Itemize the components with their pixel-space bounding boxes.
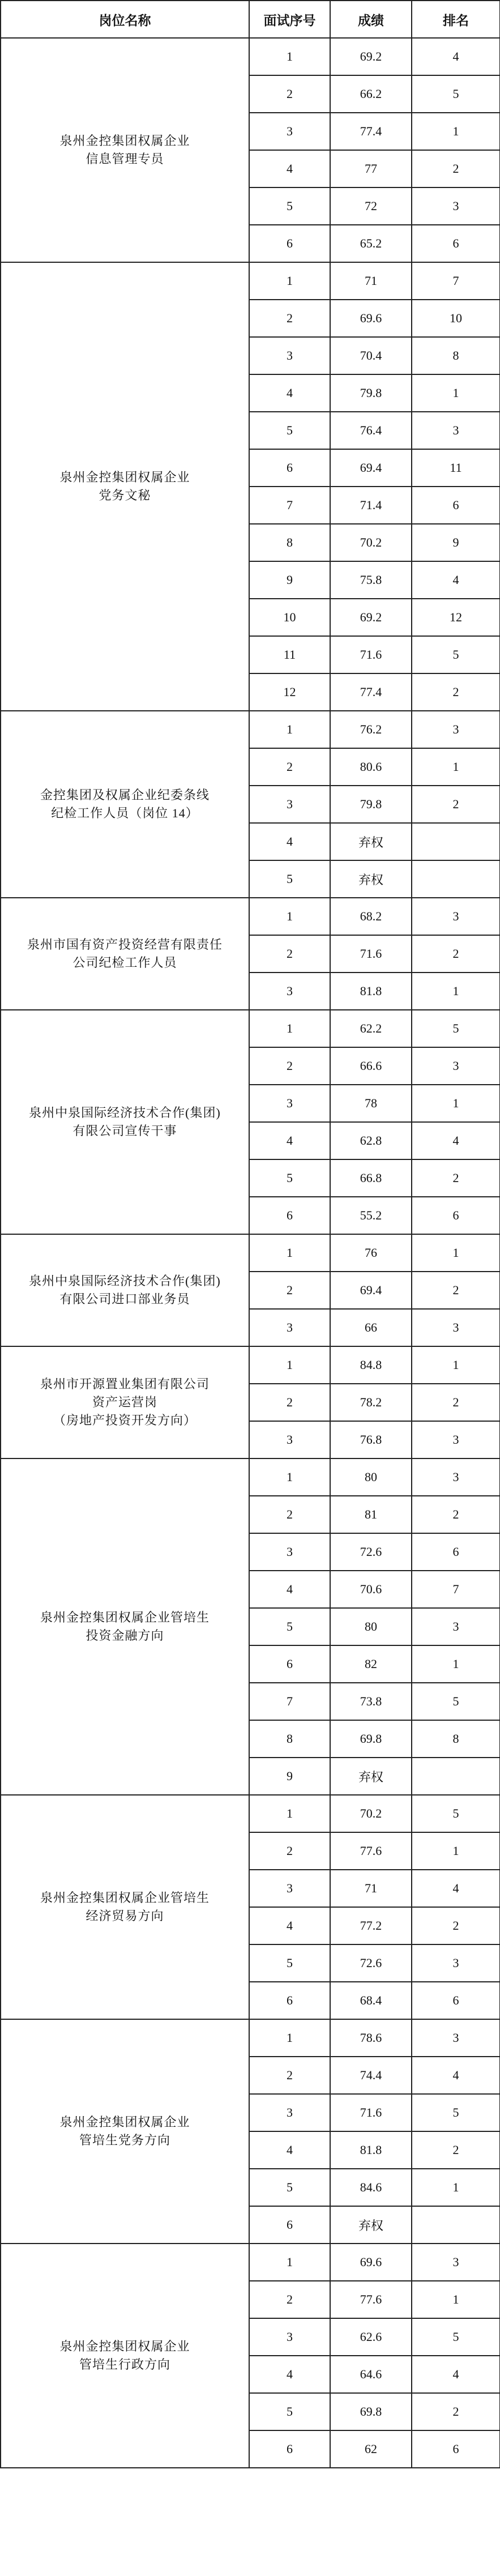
rank-cell: 1 [412, 374, 500, 412]
interview-seq-cell: 4 [249, 823, 330, 860]
score-cell: 77.4 [330, 673, 412, 711]
rank-cell: 3 [412, 1944, 500, 1982]
rank-cell: 6 [412, 1533, 500, 1571]
interview-seq-cell: 3 [249, 786, 330, 823]
score-cell: 55.2 [330, 1197, 412, 1234]
interview-seq-cell: 2 [249, 300, 330, 337]
score-cell: 71.6 [330, 2094, 412, 2131]
position-name-cell: 泉州金控集团权属企业 管培生党务方向 [1, 2019, 249, 2244]
rank-cell: 10 [412, 300, 500, 337]
rank-cell: 1 [412, 973, 500, 1010]
table-row [1, 898, 500, 935]
interview-seq-cell: 2 [249, 1047, 330, 1085]
interview-seq-cell: 3 [249, 1085, 330, 1122]
rank-cell: 8 [412, 337, 500, 374]
interview-seq-cell: 3 [249, 2094, 330, 2131]
score-cell: 69.6 [330, 2244, 412, 2281]
interview-seq-cell: 6 [249, 1197, 330, 1234]
rank-cell [412, 2206, 500, 2244]
score-cell: 80 [330, 1458, 412, 1496]
interview-seq-cell: 2 [249, 2057, 330, 2094]
rank-cell: 1 [412, 748, 500, 786]
rank-cell: 2 [412, 673, 500, 711]
rank-cell: 11 [412, 449, 500, 487]
interview-seq-cell: 2 [249, 75, 330, 113]
interview-seq-cell: 3 [249, 1421, 330, 1458]
rank-cell: 8 [412, 1720, 500, 1758]
rank-cell: 3 [412, 1458, 500, 1496]
interview-seq-cell: 3 [249, 1533, 330, 1571]
interview-seq-cell: 4 [249, 2131, 330, 2169]
rank-cell: 6 [412, 1197, 500, 1234]
table-header [1, 1, 500, 38]
interview-seq-cell: 6 [249, 2430, 330, 2468]
interview-seq-cell: 8 [249, 1720, 330, 1758]
score-cell: 弃权 [330, 2206, 412, 2244]
interview-seq-cell: 3 [249, 1870, 330, 1907]
score-cell: 66.2 [330, 75, 412, 113]
position-name-cell: 泉州金控集团权属企业 管培生行政方向 [1, 2244, 249, 2468]
interview-seq-cell: 2 [249, 2281, 330, 2318]
rank-cell: 12 [412, 599, 500, 636]
rank-cell: 2 [412, 1384, 500, 1421]
score-cell: 77.6 [330, 2281, 412, 2318]
score-cell: 81.8 [330, 2131, 412, 2169]
rank-cell: 2 [412, 786, 500, 823]
score-cell: 79.8 [330, 786, 412, 823]
header-rank: 排名 [412, 1, 500, 38]
score-cell: 78.2 [330, 1384, 412, 1421]
table-row [1, 711, 500, 748]
rank-cell: 2 [412, 1496, 500, 1533]
score-cell: 65.2 [330, 225, 412, 262]
interview-seq-cell: 5 [249, 2169, 330, 2206]
interview-seq-cell: 12 [249, 673, 330, 711]
position-name-cell: 泉州市开源置业集团有限公司 资产运营岗 （房地产投资开发方向） [1, 1346, 249, 1458]
score-cell: 72 [330, 187, 412, 225]
interview-seq-cell: 2 [249, 1496, 330, 1533]
rank-cell: 3 [412, 711, 500, 748]
interview-seq-cell: 2 [249, 1272, 330, 1309]
score-cell: 74.4 [330, 2057, 412, 2094]
score-cell: 71 [330, 262, 412, 300]
score-cell: 78 [330, 1085, 412, 1122]
rank-cell: 2 [412, 2393, 500, 2430]
score-cell: 弃权 [330, 1758, 412, 1795]
rank-cell: 5 [412, 75, 500, 113]
score-cell: 80.6 [330, 748, 412, 786]
rank-cell: 1 [412, 2281, 500, 2318]
interview-seq-cell: 4 [249, 374, 330, 412]
score-cell: 69.8 [330, 1720, 412, 1758]
score-cell: 71 [330, 1870, 412, 1907]
rank-cell: 3 [412, 1608, 500, 1645]
table-row [1, 2019, 500, 2057]
position-name-cell: 泉州金控集团权属企业管培生 经济贸易方向 [1, 1795, 249, 2019]
rank-cell: 5 [412, 1795, 500, 1832]
rank-cell [412, 1758, 500, 1795]
score-cell: 71.6 [330, 636, 412, 673]
interview-seq-cell: 1 [249, 711, 330, 748]
rank-cell: 6 [412, 2430, 500, 2468]
interview-seq-cell: 5 [249, 187, 330, 225]
rank-cell: 1 [412, 1234, 500, 1272]
interview-seq-cell: 4 [249, 1907, 330, 1944]
score-cell: 71.6 [330, 935, 412, 973]
score-cell: 77.4 [330, 113, 412, 150]
interview-seq-cell: 6 [249, 2206, 330, 2244]
rank-cell: 5 [412, 2094, 500, 2131]
interview-seq-cell: 1 [249, 2244, 330, 2281]
interview-seq-cell: 5 [249, 860, 330, 898]
interview-seq-cell: 7 [249, 1683, 330, 1720]
table-row [1, 1795, 500, 1832]
rank-cell: 1 [412, 1346, 500, 1384]
header-position: 岗位名称 [1, 1, 249, 38]
rank-cell: 2 [412, 150, 500, 187]
score-cell: 72.6 [330, 1944, 412, 1982]
interview-seq-cell: 9 [249, 1758, 330, 1795]
position-name-cell: 泉州中泉国际经济技术合作(集团) 有限公司进口部业务员 [1, 1234, 249, 1346]
interview-seq-cell: 1 [249, 262, 330, 300]
rank-cell: 3 [412, 898, 500, 935]
score-cell: 69.4 [330, 1272, 412, 1309]
interview-seq-cell: 6 [249, 225, 330, 262]
rank-cell: 4 [412, 38, 500, 75]
score-cell: 76.4 [330, 412, 412, 449]
rank-cell: 5 [412, 2318, 500, 2356]
score-cell: 66.8 [330, 1159, 412, 1197]
interview-seq-cell: 1 [249, 1458, 330, 1496]
score-cell: 81.8 [330, 973, 412, 1010]
score-cell: 77 [330, 150, 412, 187]
rank-cell: 3 [412, 1047, 500, 1085]
score-cell: 69.8 [330, 2393, 412, 2430]
header-seq: 面试序号 [249, 1, 330, 38]
score-cell: 69.4 [330, 449, 412, 487]
position-name-cell: 泉州金控集团权属企业 党务文秘 [1, 262, 249, 711]
table-row [1, 1234, 500, 1272]
rank-cell: 2 [412, 2131, 500, 2169]
rank-cell: 3 [412, 2019, 500, 2057]
interview-seq-cell: 1 [249, 898, 330, 935]
score-cell: 70.2 [330, 524, 412, 561]
rank-cell: 2 [412, 1159, 500, 1197]
score-cell: 70.6 [330, 1571, 412, 1608]
score-cell: 62 [330, 2430, 412, 2468]
score-cell: 77.6 [330, 1832, 412, 1870]
score-cell: 62.8 [330, 1122, 412, 1159]
interview-seq-cell: 4 [249, 1571, 330, 1608]
interview-seq-cell: 1 [249, 1010, 330, 1047]
score-cell: 弃权 [330, 823, 412, 860]
rank-cell: 6 [412, 225, 500, 262]
score-cell: 70.4 [330, 337, 412, 374]
position-name-cell: 泉州市国有资产投资经营有限责任 公司纪检工作人员 [1, 898, 249, 1010]
rank-cell: 1 [412, 1645, 500, 1683]
rank-cell: 3 [412, 1309, 500, 1346]
rank-cell: 2 [412, 1272, 500, 1309]
rank-cell: 5 [412, 1010, 500, 1047]
rank-cell: 2 [412, 1907, 500, 1944]
interview-seq-cell: 2 [249, 1384, 330, 1421]
score-cell: 79.8 [330, 374, 412, 412]
interview-seq-cell: 6 [249, 1645, 330, 1683]
interview-seq-cell: 2 [249, 1832, 330, 1870]
score-cell: 73.8 [330, 1683, 412, 1720]
table-row [1, 2244, 500, 2281]
score-cell: 84.8 [330, 1346, 412, 1384]
rank-cell: 6 [412, 487, 500, 524]
interview-seq-cell: 3 [249, 2318, 330, 2356]
interview-seq-cell: 11 [249, 636, 330, 673]
interview-seq-cell: 1 [249, 38, 330, 75]
rank-cell: 7 [412, 1571, 500, 1608]
interview-seq-cell: 3 [249, 1309, 330, 1346]
score-cell: 80 [330, 1608, 412, 1645]
score-cell: 66.6 [330, 1047, 412, 1085]
table-row [1, 262, 500, 300]
rank-cell: 2 [412, 935, 500, 973]
interview-seq-cell: 5 [249, 1608, 330, 1645]
interview-seq-cell: 9 [249, 561, 330, 599]
score-cell: 77.2 [330, 1907, 412, 1944]
interview-seq-cell: 2 [249, 748, 330, 786]
position-name-cell: 泉州金控集团权属企业管培生 投资金融方向 [1, 1458, 249, 1795]
position-name-cell: 金控集团及权属企业纪委条线 纪检工作人员（岗位 14） [1, 711, 249, 898]
interview-seq-cell: 5 [249, 412, 330, 449]
rank-cell: 7 [412, 262, 500, 300]
table-row [1, 38, 500, 75]
interview-seq-cell: 5 [249, 2393, 330, 2430]
rank-cell: 1 [412, 1085, 500, 1122]
rank-cell: 3 [412, 2244, 500, 2281]
score-cell: 76.2 [330, 711, 412, 748]
score-cell: 71.4 [330, 487, 412, 524]
rank-cell: 4 [412, 1870, 500, 1907]
interview-seq-cell: 2 [249, 935, 330, 973]
interview-seq-cell: 1 [249, 1346, 330, 1384]
interview-seq-cell: 4 [249, 150, 330, 187]
rank-cell: 4 [412, 1122, 500, 1159]
score-cell: 69.6 [330, 300, 412, 337]
table-row [1, 1458, 500, 1496]
table-body [1, 38, 500, 2468]
score-cell: 69.2 [330, 599, 412, 636]
score-cell: 69.2 [330, 38, 412, 75]
score-cell: 68.2 [330, 898, 412, 935]
interview-seq-cell: 6 [249, 1982, 330, 2019]
rank-cell: 9 [412, 524, 500, 561]
interview-seq-cell: 4 [249, 1122, 330, 1159]
score-cell: 84.6 [330, 2169, 412, 2206]
rank-cell: 6 [412, 1982, 500, 2019]
interview-seq-cell: 5 [249, 1944, 330, 1982]
rank-cell: 5 [412, 636, 500, 673]
interview-seq-cell: 3 [249, 113, 330, 150]
score-cell: 弃权 [330, 860, 412, 898]
interview-seq-cell: 3 [249, 337, 330, 374]
interview-seq-cell: 1 [249, 2019, 330, 2057]
rank-cell: 5 [412, 1683, 500, 1720]
interview-seq-cell: 1 [249, 1795, 330, 1832]
score-cell: 78.6 [330, 2019, 412, 2057]
score-cell: 64.6 [330, 2356, 412, 2393]
header-score: 成绩 [330, 1, 412, 38]
score-cell: 75.8 [330, 561, 412, 599]
score-cell: 68.4 [330, 1982, 412, 2019]
score-cell: 62.2 [330, 1010, 412, 1047]
position-name-cell: 泉州金控集团权属企业 信息管理专员 [1, 38, 249, 262]
header-row [1, 1, 500, 38]
rank-cell: 4 [412, 2057, 500, 2094]
interview-seq-cell: 4 [249, 2356, 330, 2393]
interview-seq-cell: 7 [249, 487, 330, 524]
rank-cell: 1 [412, 113, 500, 150]
score-cell: 76 [330, 1234, 412, 1272]
rank-cell: 1 [412, 2169, 500, 2206]
score-cell: 62.6 [330, 2318, 412, 2356]
score-cell: 72.6 [330, 1533, 412, 1571]
rank-cell: 3 [412, 1421, 500, 1458]
position-name-cell: 泉州中泉国际经济技术合作(集团) 有限公司宣传干事 [1, 1010, 249, 1234]
rank-cell: 3 [412, 412, 500, 449]
rank-cell: 3 [412, 187, 500, 225]
interview-seq-cell: 8 [249, 524, 330, 561]
rank-cell: 4 [412, 561, 500, 599]
interview-seq-cell: 3 [249, 973, 330, 1010]
rank-cell: 1 [412, 1832, 500, 1870]
table-row [1, 1010, 500, 1047]
interview-seq-cell: 5 [249, 1159, 330, 1197]
score-cell: 66 [330, 1309, 412, 1346]
interview-seq-cell: 6 [249, 449, 330, 487]
interview-seq-cell: 1 [249, 1234, 330, 1272]
rank-cell: 4 [412, 2356, 500, 2393]
rank-cell [412, 823, 500, 860]
interview-seq-cell: 10 [249, 599, 330, 636]
score-cell: 76.8 [330, 1421, 412, 1458]
table-row [1, 1346, 500, 1384]
score-cell: 81 [330, 1496, 412, 1533]
score-cell: 70.2 [330, 1795, 412, 1832]
rank-cell [412, 860, 500, 898]
score-cell: 82 [330, 1645, 412, 1683]
